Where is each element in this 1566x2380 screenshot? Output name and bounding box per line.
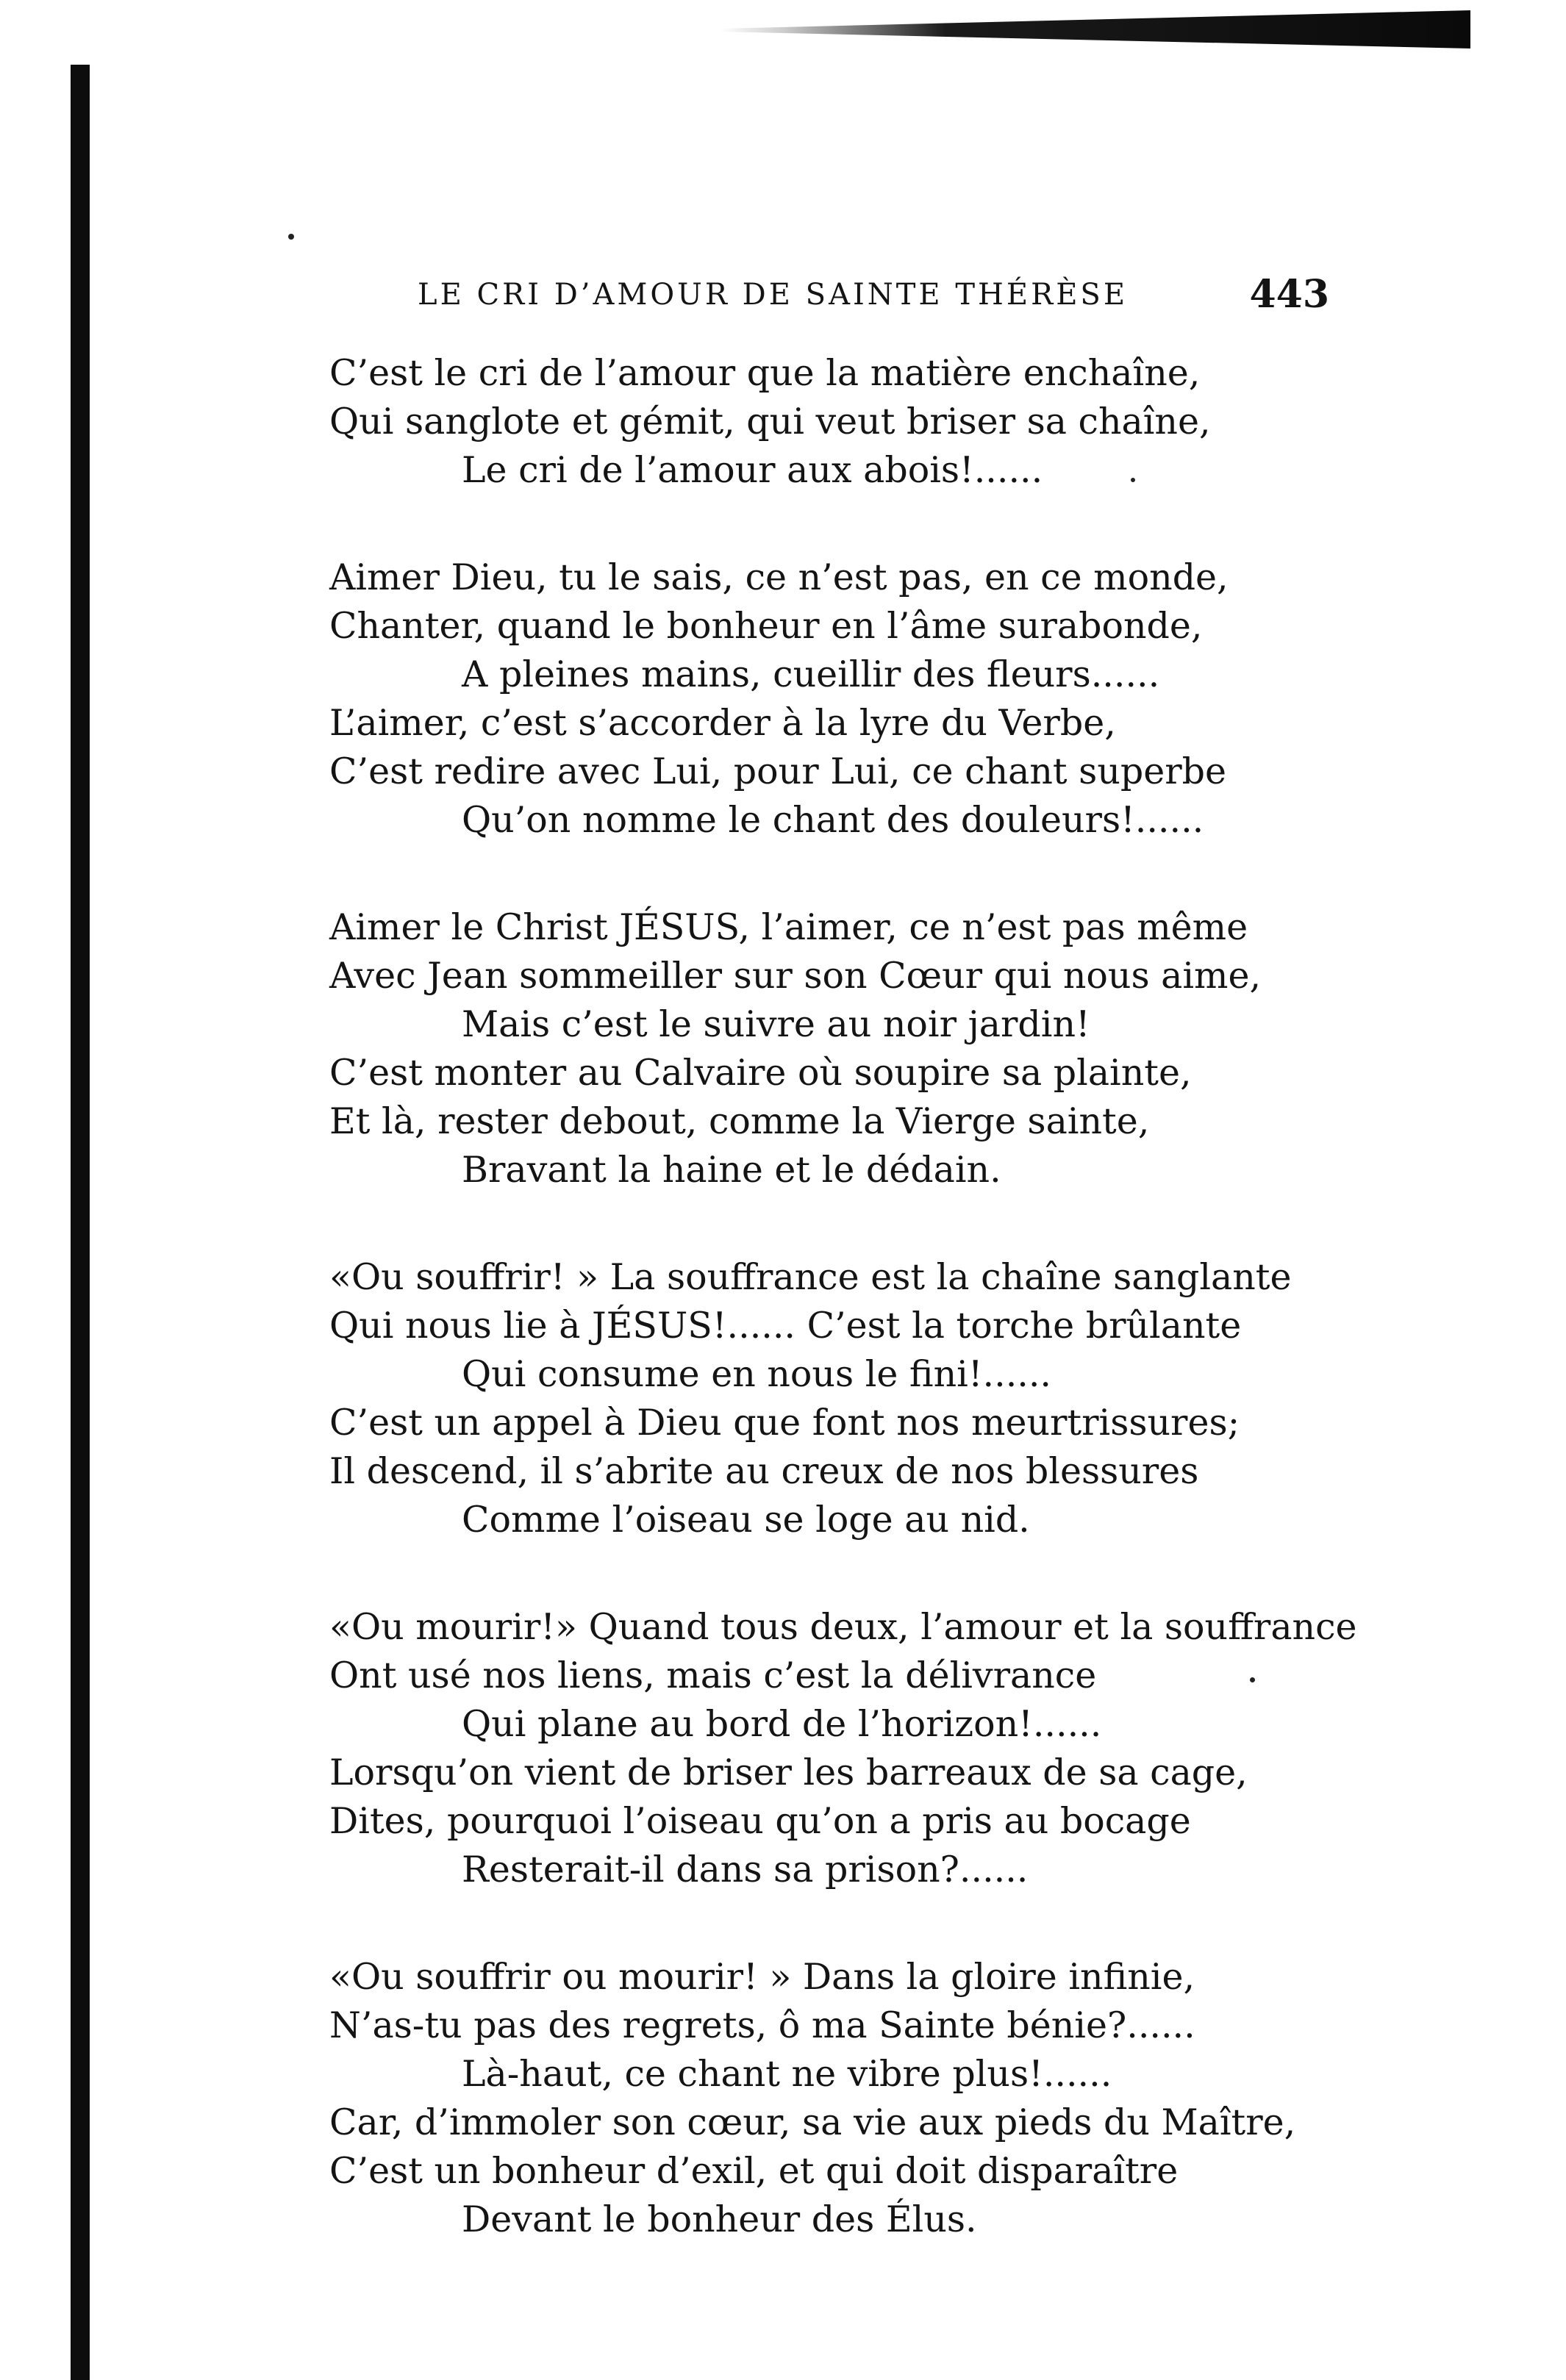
verse-line: Aimer Dieu, tu le sais, ce n’est pas, en ce monde,	[329, 556, 1229, 598]
scan-speck	[288, 234, 294, 240]
poem-body	[329, 349, 1395, 2303]
verse-line: Ont usé nos liens, mais c’est la délivrance	[329, 1655, 1097, 1696]
verse-line: N’as-tu pas des regrets, ô ma Sainte bénie?......	[329, 2004, 1195, 2046]
verse-line: Lorsqu’on vient de briser les barreaux de sa cage,	[329, 1752, 1248, 1793]
verse-line: Aimer le Christ JÉSUS, l’aimer, ce n’est pas même	[329, 906, 1248, 948]
verse-line: C’est redire avec Lui, pour Lui, ce chant superbe	[329, 750, 1227, 792]
verse-line: Qui plane au bord de l’horizon!......	[462, 1703, 1102, 1745]
verse-line: Devant le bonheur des Élus.	[462, 2198, 977, 2240]
stanza	[329, 1603, 1395, 1894]
verse-line: Chanter, quand le bonheur en l’âme surabonde,	[329, 605, 1203, 647]
verse-line: «Ou souffrir ou mourir! » Dans la gloire infinie,	[329, 1956, 1195, 1998]
stanza	[329, 1253, 1395, 1544]
verse-line: Comme l’oiseau se loge au nid.	[462, 1499, 1030, 1541]
verse-line: Dites, pourquoi l’oiseau qu’on a pris au bocage	[329, 1800, 1191, 1842]
verse-line: Resterait-il dans sa prison?......	[462, 1849, 1029, 1890]
verse-line: «Ou mourir!» Quand tous deux, l’amour et la souffrance	[329, 1606, 1357, 1648]
verse-line: A pleines mains, cueillir des fleurs......	[462, 653, 1160, 695]
verse-line: Il descend, il s’abrite au creux de nos blessures	[329, 1450, 1199, 1492]
verse-line: Qui sanglote et gémit, qui veut briser sa chaîne,	[329, 401, 1211, 442]
verse-line: C’est le cri de l’amour que la matière enchaîne,	[329, 352, 1201, 394]
verse-line: «Ou souffrir! » La souffrance est la chaîne sanglante	[329, 1256, 1292, 1298]
stanza	[329, 553, 1395, 845]
running-title: LE CRI D’AMOUR DE SAINTE THÉRÈSE	[418, 278, 1129, 312]
verse-line: Le cri de l’amour aux abois!......	[462, 449, 1043, 491]
verse-line: C’est monter au Calvaire où soupire sa plainte,	[329, 1052, 1192, 1094]
verse-line: C’est un appel à Dieu que font nos meurtrissures;	[329, 1402, 1240, 1444]
verse-line: Bravant la haine et le dédain.	[462, 1149, 1001, 1191]
page-number: 443	[1249, 272, 1329, 317]
stanza	[329, 349, 1395, 495]
verse-line: Qu’on nomme le chant des douleurs!......	[462, 799, 1204, 841]
verse-line: Là-haut, ce chant ne vibre plus!......	[462, 2053, 1112, 2095]
top-scan-edge	[721, 10, 1470, 49]
verse-line: Car, d’immoler son cœur, sa vie aux pieds du Maître,	[329, 2101, 1296, 2143]
verse-line: Qui consume en nous le fini!......	[462, 1353, 1051, 1395]
verse-line: Avec Jean sommeiller sur son Cœur qui nous aime,	[329, 955, 1262, 997]
verse-line: Mais c’est le suivre au noir jardin!	[462, 1003, 1090, 1045]
verse-line: Qui nous lie à JÉSUS!...... C’est la torche brûlante	[329, 1305, 1242, 1347]
stanza	[329, 903, 1395, 1194]
verse-line: Et là, rester debout, comme la Vierge sainte,	[329, 1100, 1150, 1142]
left-scan-edge	[71, 65, 90, 2380]
verse-line: L’aimer, c’est s’accorder à la lyre du Verbe,	[329, 702, 1116, 744]
verse-line: C’est un bonheur d’exil, et qui doit disparaître	[329, 2150, 1179, 2192]
running-head	[418, 272, 1329, 329]
stanza	[329, 1953, 1395, 2244]
